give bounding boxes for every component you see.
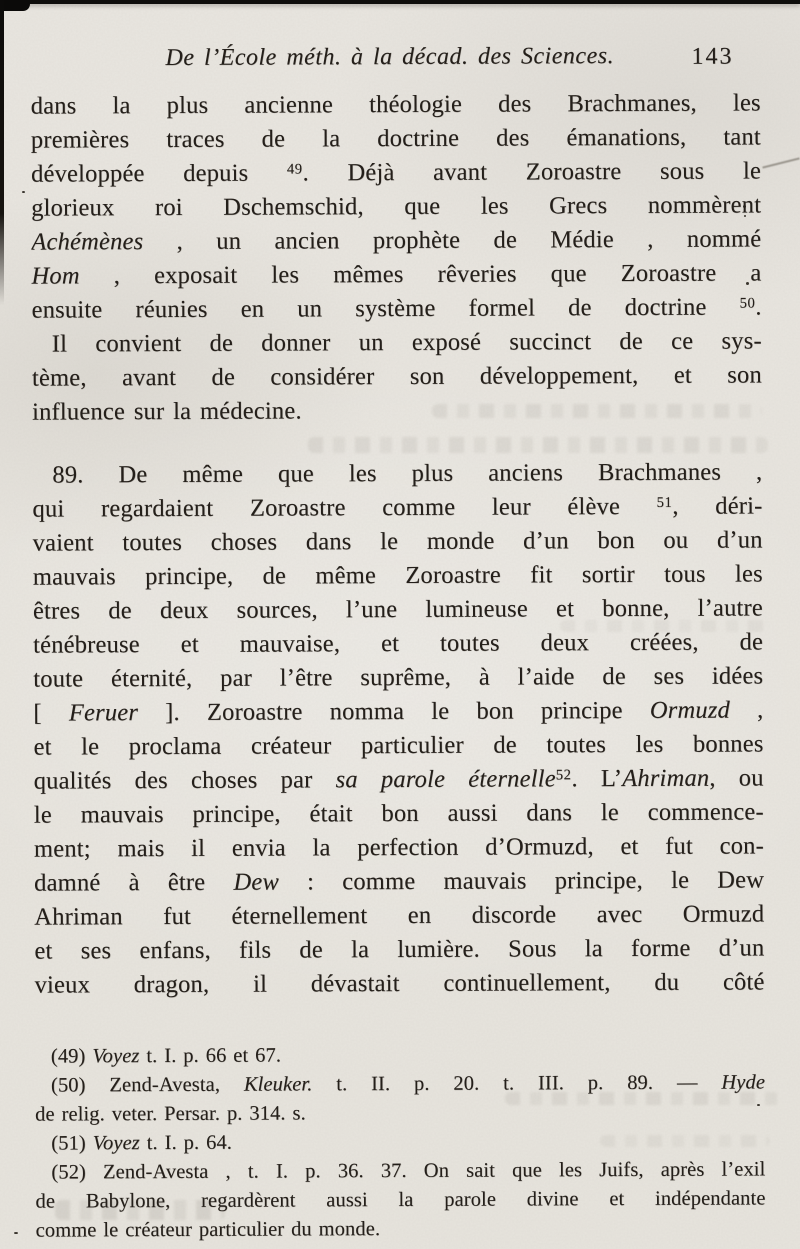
text-run: : comme mauvais principe, le Dew [278, 866, 765, 896]
text-run: toute éternité, par l’être suprême, à l’aide de ses idées [33, 662, 764, 693]
text-line [31, 188, 761, 225]
text-line [36, 1213, 766, 1245]
text-run: . Déjà avant Zoroastre sous le [302, 157, 762, 187]
text-run: mauvais principe, de même Zoroastre fit sortir tous les [32, 560, 763, 591]
text-line [31, 222, 761, 259]
italic-text: Ahriman [622, 764, 710, 793]
text-run: . L’ [571, 765, 623, 793]
italic-text: Voyez [92, 1132, 140, 1155]
text-run: le mauvais principe, était bon aussi dans le commence- [33, 798, 764, 829]
text-run: de Babylone, regardèrent aussi la parole divine et indépendante [35, 1187, 766, 1213]
text-run: t. I. p. 64. [139, 1131, 233, 1155]
text-run: t. II. p. 20. t. III. p. 89. — [312, 1071, 722, 1096]
text-line [31, 256, 761, 293]
text-run: (51) [51, 1132, 93, 1155]
text-run: , un ancien prophète de Médie , nommé [143, 225, 762, 256]
running-header-title: De l’École méth. à la décad. des Sciences. [165, 43, 615, 72]
text-line [32, 392, 762, 429]
text-run: de relig. veter. Persar. p. 314. s. [35, 1102, 306, 1126]
page-number: 143 [691, 43, 734, 70]
text-run: , ou [709, 764, 764, 792]
italic-text: Feruer [68, 699, 139, 727]
italic-text: Kleuker. [243, 1073, 313, 1096]
text-run: (52) Zend-Avesta , t. I. p. 36. 37. On sait que les Juifs, après l’exil [51, 1158, 766, 1184]
text-line [34, 965, 764, 1002]
footnote [35, 1155, 765, 1245]
text-run: [ [33, 699, 69, 727]
text-run: t. I. p. 66 et 67. [139, 1044, 282, 1068]
text-line [34, 931, 764, 968]
italic-text: Voyez [92, 1045, 140, 1068]
text-line [32, 358, 762, 395]
paragraph [32, 324, 762, 429]
footnote-ref: 49 [286, 161, 303, 178]
text-run: influence sur la médecine. [32, 397, 302, 426]
scan-corner-shadow [0, 0, 30, 11]
text-run: , déri- [672, 492, 763, 520]
text-run: vaient toutes choses dans le monde d’un bon ou d’un [32, 526, 763, 557]
text-line [33, 591, 763, 628]
text-run: vieux dragon, il dévastait continuellement, du côté [34, 968, 765, 999]
footnote-ref: 52 [555, 767, 572, 784]
text-run: , [729, 696, 764, 724]
text-line [31, 86, 761, 123]
text-line [33, 523, 763, 560]
italic-text: Hyde [721, 1071, 766, 1094]
text-line [31, 154, 761, 191]
text-run: . [755, 293, 762, 321]
body-text [31, 86, 765, 1002]
text-line [35, 1184, 765, 1216]
text-run: êtres de deux sources, l’une lumineuse et bonne, l’autre [32, 594, 763, 625]
text-run: qui regardaient Zoroastre comme leur élève [32, 492, 657, 523]
paragraph [32, 455, 764, 1002]
text-line [35, 1068, 765, 1100]
text-run: 89. De même que les plus anciens Brachmanes , [52, 458, 763, 489]
text-run: tème, avant de considérer son développement, et son [31, 361, 762, 392]
text-run: développée depuis [30, 159, 287, 188]
text-line [34, 829, 764, 866]
italic-text: Achémènes [31, 228, 144, 256]
footnote-ref: 50 [739, 295, 756, 312]
text-run: ment; mais il envia la perfection d’Ormuzd, et fut con- [33, 832, 765, 863]
footnote [35, 1039, 765, 1071]
italic-text: Hom [31, 262, 80, 290]
text-line [35, 1126, 765, 1158]
text-line [34, 795, 764, 832]
text-line [33, 727, 763, 764]
text-run: qualités des choses par [33, 766, 336, 795]
footnotes [35, 1039, 766, 1245]
text-line [33, 659, 763, 696]
scan-edge-left [0, 0, 4, 305]
italic-text: Dew [233, 868, 280, 896]
text-line [35, 1155, 765, 1187]
text-line [34, 761, 764, 798]
italic-text: Ormuzd [649, 696, 731, 724]
italic-text: sa parole éternelle [335, 765, 556, 794]
text-line [32, 324, 762, 361]
footnote [35, 1126, 765, 1158]
scan-edge-top [0, 0, 800, 4]
footnote-ref: 51 [656, 494, 673, 511]
text-run: , exposait les mêmes rêveries que Zoroastre a [79, 259, 762, 290]
text-run: dans la plus ancienne théologie des Brachmanes, les [30, 89, 761, 120]
text-run: comme le créateur particulier du monde. [35, 1218, 381, 1242]
text-run: Il convient de donner un exposé succinct de ce sys- [51, 327, 762, 358]
text-run: glorieux roi Dschemschid, que les Grecs nommèrent [31, 191, 762, 222]
text-run: (49) [50, 1045, 93, 1068]
footnote [35, 1068, 765, 1129]
text-line [33, 693, 763, 730]
text-run: ensuite réunies en un système formel de doctrine [31, 293, 740, 324]
text-run: premières traces de la doctrine des émanations, tant [30, 123, 761, 154]
text-line [33, 625, 763, 662]
text-line [32, 290, 762, 327]
text-run: (50) Zend-Avesta, [50, 1073, 244, 1097]
text-line [32, 455, 762, 492]
text-run: ]. Zoroastre nomma le bon principe [138, 696, 650, 727]
text-run: et le proclama créateur particulier de toutes les bonnes [33, 730, 764, 761]
text-run: ténébreuse et mauvaise, et toutes deux créées, de [33, 628, 764, 659]
text-line [31, 120, 761, 157]
text-run: damné à être [34, 868, 234, 897]
text-run: et ses enfans, fils de la lumière. Sous la forme d’un [34, 934, 765, 965]
text-line [33, 557, 763, 594]
text-run: Ahriman fut éternellement en discorde avec Ormuzd [34, 900, 765, 931]
text-line [32, 489, 762, 526]
text-line [34, 897, 764, 934]
text-line [35, 1039, 765, 1071]
text-line [34, 863, 764, 900]
running-header [0, 42, 798, 79]
paragraph [31, 86, 762, 327]
text-line [35, 1097, 765, 1129]
